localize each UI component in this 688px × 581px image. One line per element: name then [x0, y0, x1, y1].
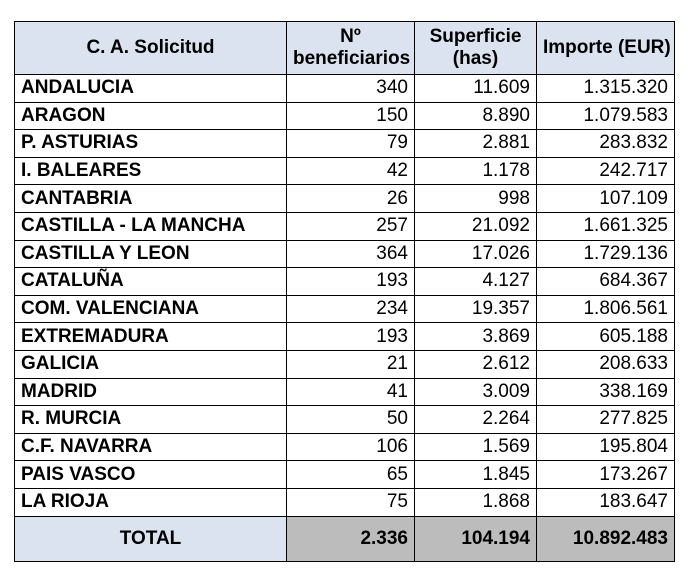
importe-cell: 107.109	[537, 185, 675, 213]
table-row	[15, 212, 675, 240]
region-cell: ARAGON	[15, 102, 287, 130]
importe-cell: 1.079.583	[537, 102, 675, 130]
region-cell: P. ASTURIAS	[15, 130, 287, 158]
beneficiarios-cell: 364	[287, 240, 415, 268]
superficie-cell: 17.026	[415, 240, 537, 268]
importe-cell: 208.633	[537, 350, 675, 378]
total-importe: 10.892.483	[537, 516, 675, 561]
header-beneficiarios-line2: beneficiarios	[293, 48, 411, 69]
beneficiarios-cell: 106	[287, 433, 415, 461]
header-beneficiarios-line1: Nº	[340, 26, 361, 47]
header-importe: Importe (EUR)	[537, 22, 675, 75]
superficie-cell: 1.868	[415, 488, 537, 516]
beneficiarios-cell: 150	[287, 102, 415, 130]
total-row	[15, 516, 675, 561]
region-cell: MADRID	[15, 378, 287, 406]
header-superficie-line1: Superficie	[429, 26, 522, 47]
importe-cell: 1.315.320	[537, 75, 675, 103]
superficie-cell: 8.890	[415, 102, 537, 130]
header-superficie-line2: (has)	[452, 48, 499, 69]
table-row	[15, 102, 675, 130]
region-cell: CASTILLA - LA MANCHA	[15, 212, 287, 240]
beneficiarios-cell: 65	[287, 461, 415, 489]
beneficiarios-cell: 26	[287, 185, 415, 213]
importe-cell: 1.806.561	[537, 295, 675, 323]
beneficiarios-cell: 193	[287, 323, 415, 351]
beneficiarios-cell: 340	[287, 75, 415, 103]
table-row	[15, 433, 675, 461]
region-cell: PAIS VASCO	[15, 461, 287, 489]
beneficiarios-cell: 193	[287, 268, 415, 296]
beneficiarios-cell: 42	[287, 157, 415, 185]
importe-cell: 1.729.136	[537, 240, 675, 268]
region-cell: CATALUÑA	[15, 268, 287, 296]
superficie-cell: 1.178	[415, 157, 537, 185]
table-row	[15, 268, 675, 296]
region-cell: R. MURCIA	[15, 406, 287, 434]
table-row	[15, 350, 675, 378]
region-cell: GALICIA	[15, 350, 287, 378]
beneficiarios-cell: 79	[287, 130, 415, 158]
importe-cell: 277.825	[537, 406, 675, 434]
region-cell: LA RIOJA	[15, 488, 287, 516]
table-row	[15, 461, 675, 489]
table-row	[15, 406, 675, 434]
superficie-cell: 2.612	[415, 350, 537, 378]
region-cell: I. BALEARES	[15, 157, 287, 185]
header-superficie	[415, 22, 537, 75]
superficie-cell: 998	[415, 185, 537, 213]
superficie-cell: 2.264	[415, 406, 537, 434]
header-beneficiarios	[287, 22, 415, 75]
table-row	[15, 240, 675, 268]
table-row	[15, 488, 675, 516]
region-cell: ANDALUCIA	[15, 75, 287, 103]
region-cell: CANTABRIA	[15, 185, 287, 213]
importe-cell: 338.169	[537, 378, 675, 406]
region-cell: EXTREMADURA	[15, 323, 287, 351]
importe-cell: 605.188	[537, 323, 675, 351]
region-cell: C.F. NAVARRA	[15, 433, 287, 461]
importe-cell: 173.267	[537, 461, 675, 489]
table-row	[15, 295, 675, 323]
superficie-cell: 3.869	[415, 323, 537, 351]
beneficiaries-table	[14, 21, 675, 562]
importe-cell: 684.367	[537, 268, 675, 296]
table-row	[15, 185, 675, 213]
importe-cell: 1.661.325	[537, 212, 675, 240]
superficie-cell: 19.357	[415, 295, 537, 323]
beneficiarios-cell: 257	[287, 212, 415, 240]
beneficiarios-cell: 75	[287, 488, 415, 516]
beneficiarios-cell: 21	[287, 350, 415, 378]
region-cell: COM. VALENCIANA	[15, 295, 287, 323]
header-region: C. A. Solicitud	[15, 22, 287, 75]
header-row	[15, 22, 675, 75]
superficie-cell: 11.609	[415, 75, 537, 103]
superficie-cell: 2.881	[415, 130, 537, 158]
region-cell: CASTILLA Y LEON	[15, 240, 287, 268]
beneficiarios-cell: 41	[287, 378, 415, 406]
table-header	[15, 22, 675, 75]
superficie-cell: 4.127	[415, 268, 537, 296]
table-row	[15, 378, 675, 406]
table-row	[15, 75, 675, 103]
table-row	[15, 323, 675, 351]
superficie-cell: 3.009	[415, 378, 537, 406]
importe-cell: 242.717	[537, 157, 675, 185]
beneficiarios-cell: 50	[287, 406, 415, 434]
superficie-cell: 1.569	[415, 433, 537, 461]
table-body	[15, 75, 675, 517]
importe-cell: 195.804	[537, 433, 675, 461]
superficie-cell: 21.092	[415, 212, 537, 240]
beneficiarios-cell: 234	[287, 295, 415, 323]
table-row	[15, 157, 675, 185]
superficie-cell: 1.845	[415, 461, 537, 489]
importe-cell: 183.647	[537, 488, 675, 516]
table-row	[15, 130, 675, 158]
total-superficie: 104.194	[415, 516, 537, 561]
total-beneficiarios: 2.336	[287, 516, 415, 561]
importe-cell: 283.832	[537, 130, 675, 158]
total-label: TOTAL	[15, 516, 287, 561]
table-footer	[15, 516, 675, 561]
